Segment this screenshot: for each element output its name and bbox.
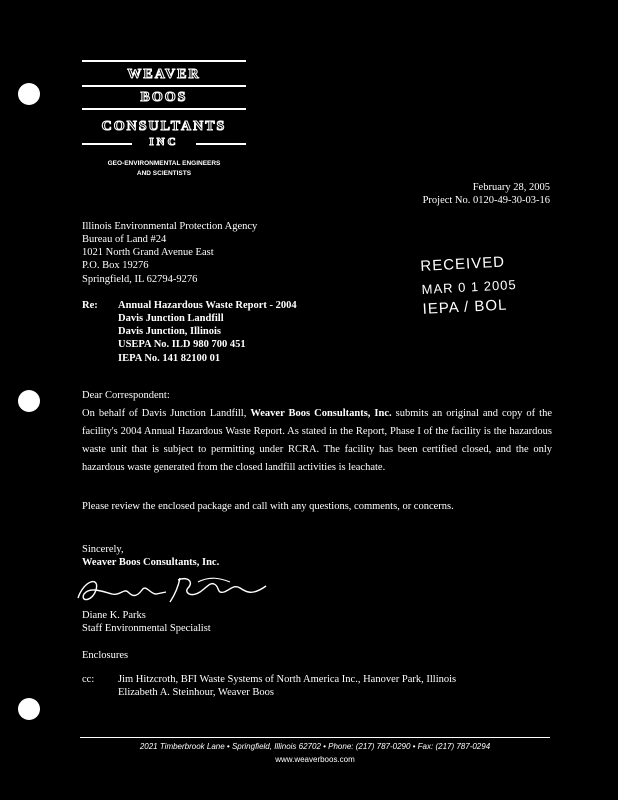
closing-company: Weaver Boos Consultants, Inc. <box>82 557 220 569</box>
punch-hole <box>18 390 40 412</box>
salutation: Dear Correspondent: <box>82 390 170 401</box>
company-name-bold: Weaver Boos Consultants, Inc. <box>250 408 392 419</box>
signer-name: Diane K. Parks <box>82 610 146 621</box>
body-text: On behalf of Davis Junction Landfill, <box>82 408 251 419</box>
logo-line-weaver: WEAVER <box>127 67 201 82</box>
re-label: Re: <box>82 300 98 311</box>
stamp-office: IEPA / BOL <box>422 296 508 318</box>
address-line: P.O. Box 19276 <box>82 260 149 272</box>
punch-hole <box>18 83 40 105</box>
signer-block <box>82 609 211 635</box>
closing-sincerely: Sincerely, <box>82 544 124 555</box>
project-number: Project No. 0120-49-30-03-16 <box>422 195 550 207</box>
address-line: 1021 North Grand Avenue East <box>82 247 214 259</box>
re-line: Davis Junction, Illinois <box>118 326 221 338</box>
address-line: Bureau of Land #24 <box>82 234 167 246</box>
date-block <box>423 181 550 207</box>
logo-line-boos: BOOS <box>140 90 188 105</box>
stamp-received: RECEIVED <box>420 253 506 275</box>
signer-title: Staff Environmental Specialist <box>82 623 211 635</box>
re-line: IEPA No. 141 82100 01 <box>118 352 221 364</box>
re-block <box>118 299 297 365</box>
address-line: Illinois Environmental Protection Agency <box>82 221 258 232</box>
body-text: submits an original and copy of the facility's 2004 Annual Hazardous Waste Report. As stated in the Report, Phase I of the facility is the hazardous waste unit that is subject to permitting under RCRA. The facility has been certified closed, and the only hazardous waste generated from the closed landfill activities is leachate. <box>82 408 553 474</box>
cc-recipient: Jim Hitzcroth, BFI Waste Systems of North America Inc., Hanover Park, Illinois <box>118 674 457 685</box>
recipient-address <box>82 220 257 286</box>
footer-address: 2021 Timberbrook Lane • Springfield, Illinois 62702 • Phone: (217) 787-0290 • Fax: (217) 787-0294 <box>139 742 491 751</box>
enclosures-label: Enclosures <box>82 650 129 661</box>
body-paragraph-2: Please review the enclosed package and call with any questions, comments, or concerns. <box>82 501 454 512</box>
signature-image <box>70 572 280 610</box>
cc-label: cc: <box>82 674 95 685</box>
logo-tagline: GEO-ENVIRONMENTAL ENGINEERS <box>107 160 221 167</box>
footer-website: www.weaverboos.com <box>275 755 355 764</box>
logo-tagline-2: AND SCIENTISTS <box>136 170 192 177</box>
footer-rule <box>80 737 550 738</box>
cc-list <box>118 673 456 699</box>
logo-line-inc: INC <box>149 136 179 148</box>
re-line: Davis Junction Landfill <box>118 313 224 325</box>
re-line: Annual Hazardous Waste Report - 2004 <box>118 300 297 311</box>
stamp-date: MAR 0 1 2005 <box>421 276 518 297</box>
letter-date: February 28, 2005 <box>472 182 550 193</box>
closing-block <box>82 543 219 569</box>
cc-recipient: Elizabeth A. Steinhour, Weaver Boos <box>118 687 275 699</box>
body-paragraph-1 <box>82 405 552 477</box>
logo-line-consultants: CONSULTANTS <box>101 119 227 134</box>
received-stamp <box>420 253 518 320</box>
address-line: Springfield, IL 62794-9276 <box>82 273 198 285</box>
re-line: USEPA No. ILD 980 700 451 <box>118 339 246 351</box>
punch-hole <box>18 698 40 720</box>
